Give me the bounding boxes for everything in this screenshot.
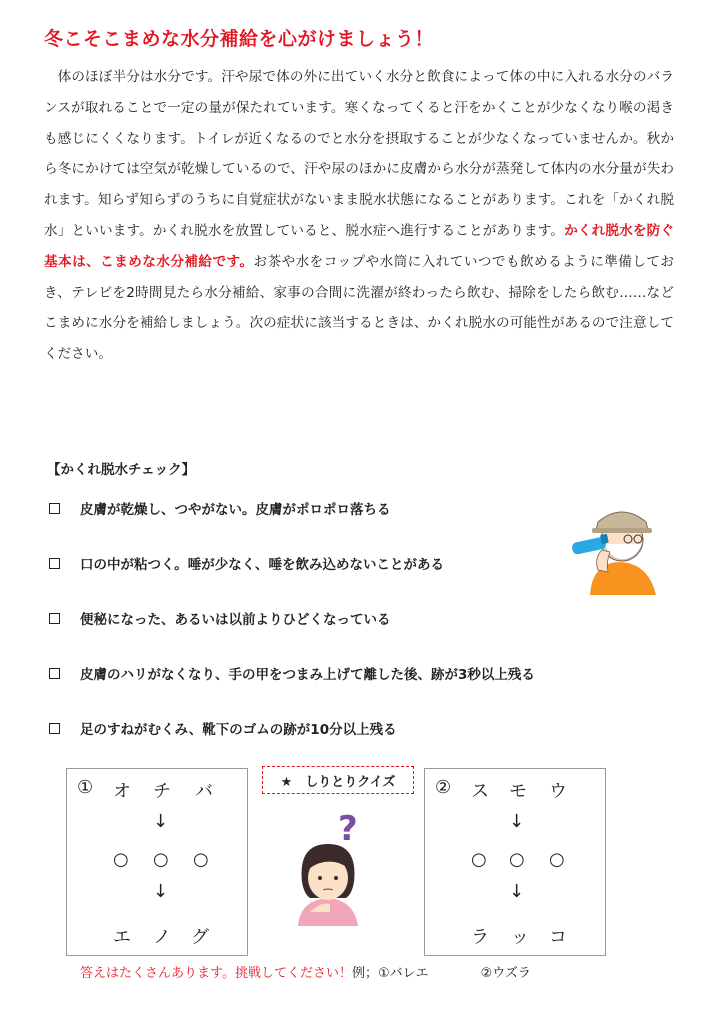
quiz-right-char: ラ [471,927,489,948]
checklist-item-label: 口の中が粘つく。唾が少なく、唾を飲み込めないことがある [80,557,444,573]
svg-text:?: ? [338,809,358,849]
quiz-left-blank: ○ [113,849,129,870]
shiritori-quiz-label: ★ しりとりクイズ [262,766,414,794]
page-title: 冬こそこまめな水分補給を心がけましょう！ [44,28,435,50]
checkbox-icon[interactable] [49,613,60,624]
quiz-left-blank: ○ [193,849,209,870]
body-highlight: かくれ脱水を防ぐ基本は、こまめな水分補給です。 [44,222,675,270]
quiz-box-left [66,768,248,956]
quiz-example-1: 例；①バレエ [351,966,429,981]
quiz-right-blank: ○ [509,849,525,870]
quiz-left-char: グ [191,927,209,948]
checklist-item-label: 皮膚が乾燥し、つやがない。皮膚がポロポロ落ちる [80,502,391,518]
checklist-title: 【かくれ脱水チェック】 [47,462,196,478]
quiz-left-char: ノ [153,927,171,948]
quiz-left-blank: ○ [153,849,169,870]
checklist-item[interactable] [47,608,391,628]
checklist-item[interactable] [47,718,397,738]
arrow-down-icon: ↓ [153,811,169,832]
quiz-left-char: バ [195,781,213,802]
quiz-right-blank: ○ [549,849,565,870]
old-man-drinking-illustration [568,500,668,595]
quiz-footnote [80,962,531,981]
quiz-example-2: ②ウズラ [480,966,531,981]
body-text-part2: お茶や水をコップや水筒に入れていつでも飲めるように準備しておき、テレビを2時間見たら水分補給、家事の合間に洗濯が終わったら飲む、掃除をしたら飲む……などこまめに水分を補給しましょう。次の症状に該当するときは、かくれ脱水の可能性があるので注意してください。 [44,253,674,363]
thinking-girl-illustration [290,808,366,926]
quiz-left-char: チ [153,781,171,802]
quiz-left-char: オ [113,781,131,802]
checkbox-icon[interactable] [49,503,60,514]
quiz-footnote-text: 答えはたくさんあります。挑戦してください！ [80,966,352,981]
checkbox-icon[interactable] [49,558,60,569]
quiz-right-number: ② [435,777,452,798]
arrow-down-icon: ↓ [509,881,525,902]
arrow-down-icon: ↓ [153,881,169,902]
quiz-box-right [424,768,606,956]
quiz-right-char: ッ [511,927,529,948]
quiz-left-number: ① [77,777,94,798]
checkbox-icon[interactable] [49,668,60,679]
body-text-part1: 体のほぼ半分は水分です。汗や尿で体の外に出ていく水分と飲食によって体の中に入れる水分のバランスが取れることで一定の量が保たれています。寒くなってくると汗をかくことが少なくなり喉の渇きも感じにくくなります。トイレが近くなるのでと水分を摂取することが少なくなっていませんか。秋から冬にかけては空気が乾燥しているので、汗や尿のほかに皮膚から水分が蒸発して体内の水分量が失われます。知らず知らずのうちに自覚症状がないまま脱水状態になることがあります。これを「かくれ脱水」といいます。かくれ脱水を放置していると、脱水症へ進行することがあります。 [44,69,674,239]
quiz-right-blank: ○ [471,849,487,870]
quiz-right-char: モ [509,781,527,802]
checkbox-icon[interactable] [49,723,60,734]
body-paragraph [44,62,674,370]
checklist-item-label: 皮膚のハリがなくなり、手の甲をつまみ上げて離した後、跡が3秒以上残る [80,667,535,683]
quiz-right-char: ス [471,781,489,802]
quiz-left-char: エ [113,927,131,948]
checklist-item-label: 便秘になった、あるいは以前よりひどくなっている [80,612,391,628]
checklist-item-label: 足のすねがむくみ、靴下のゴムの跡が10分以上残る [80,722,397,738]
checklist-item[interactable] [47,498,391,518]
quiz-right-char: コ [549,927,567,948]
arrow-down-icon: ↓ [509,811,525,832]
quiz-right-char: ウ [549,781,567,802]
checklist-item[interactable] [47,663,535,683]
checklist-item[interactable] [47,553,444,573]
